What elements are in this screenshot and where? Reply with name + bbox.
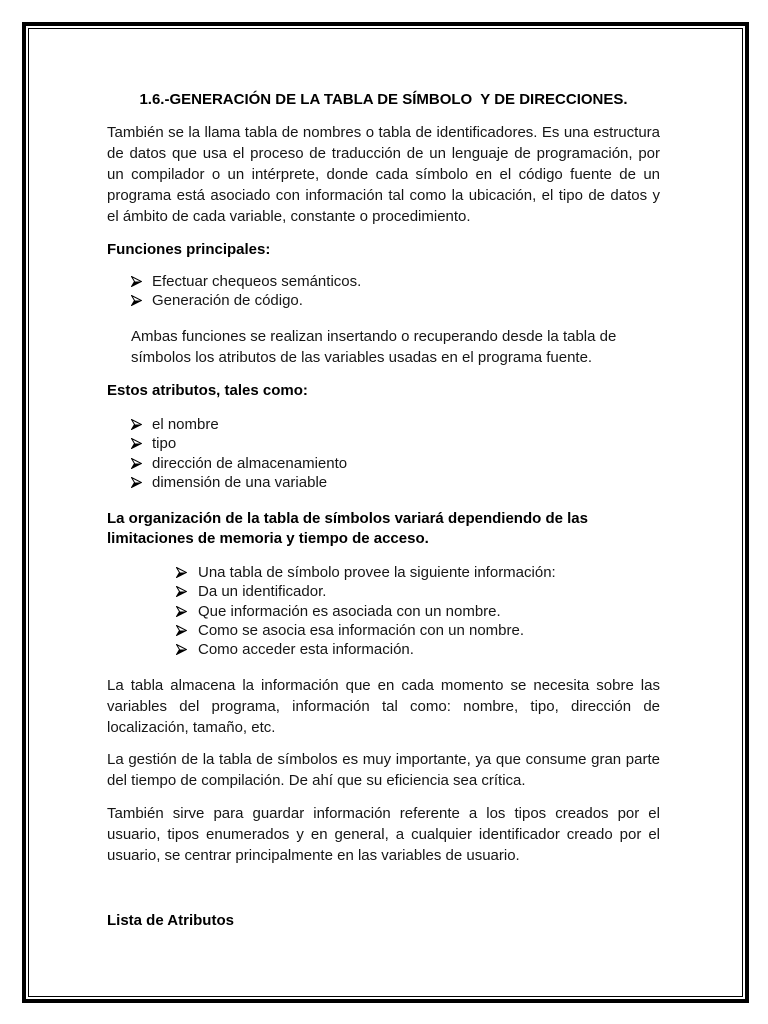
arrow-bullet-icon: [131, 276, 142, 287]
paragraph-line: Ambas funciones se realizan insertando o recuperando desde la tabla de: [131, 328, 617, 345]
paragraph-line: de datos que usa el proceso de traducción de un lenguaje de programación, por: [107, 145, 660, 162]
paragraph-line: un compilador o un intérprete, donde cada símbolo en el código fuente de un: [107, 166, 660, 183]
list-item: [107, 434, 660, 453]
list-item: [107, 621, 660, 640]
arrow-bullet-icon: [131, 458, 142, 469]
list-item: [107, 291, 660, 310]
list-item-text: tipo: [152, 435, 177, 453]
list-item: [107, 415, 660, 434]
paragraph-line: También se la llama tabla de nombres o tabla de identificadores. Es una estructura: [107, 124, 660, 141]
atributos-list: [107, 415, 660, 492]
list-item: [107, 473, 660, 492]
list-item-text: Da un identificador.: [198, 583, 327, 601]
arrow-bullet-icon: [176, 644, 187, 655]
arrow-bullet-icon: [131, 438, 142, 449]
arrow-bullet-icon: [176, 586, 187, 597]
list-item-text: Como se asocia esa información con un nombre.: [198, 621, 525, 639]
paragraph-line: símbolos los atributos de las variables usadas en el programa fuente.: [131, 348, 593, 366]
paragraph-line: variables del programa, información tal como: nombre, tipo, dirección de: [107, 698, 660, 715]
arrow-bullet-icon: [131, 477, 142, 488]
intro-paragraph: [107, 122, 660, 227]
paragraph-line: También sirve para guardar información referente a los tipos creados por el: [107, 805, 660, 822]
list-item: [107, 272, 660, 291]
ambas-paragraph: [131, 327, 660, 368]
heading-line: limitaciones de memoria y tiempo de acceso.: [107, 530, 429, 547]
organizacion-heading: [107, 509, 660, 549]
paragraph-line: programa está asociado con información tal como la ubicación, el tipo de datos y: [107, 187, 660, 204]
arrow-bullet-icon: [131, 419, 142, 430]
arrow-bullet-icon: [176, 567, 187, 578]
almacena-paragraph: [107, 675, 660, 738]
list-item-text: Como acceder esta información.: [198, 641, 414, 659]
list-item-text: Efectuar chequeos semánticos.: [152, 273, 362, 290]
arrow-bullet-icon: [176, 606, 187, 617]
lista-atributos-heading: Lista de Atributos: [107, 912, 234, 929]
heading-line: La organización de la tabla de símbolos variará dependiendo de las: [107, 510, 588, 527]
arrow-bullet-icon: [176, 625, 187, 636]
list-item-text: el nombre: [152, 416, 219, 433]
list-item-text: dirección de almacenamiento: [152, 454, 348, 472]
funciones-list: [107, 272, 660, 311]
paragraph-line: La tabla almacena la información que en cada momento se necesita sobre las: [107, 677, 660, 694]
section-title: 1.6.-GENERACIÓN DE LA TABLA DE SÍMBOLO Y DE DIRECCIONES.: [139, 91, 628, 108]
list-item: [107, 602, 660, 621]
gestion-paragraph: [107, 750, 660, 791]
paragraph-line: La gestión de la tabla de símbolos es muy importante, ya que consume gran parte: [107, 751, 660, 768]
tambien-paragraph: [107, 803, 660, 866]
list-item: [107, 454, 660, 473]
paragraph-line: usuario, se centrar principalmente en las variables de usuario.: [107, 847, 520, 864]
arrow-bullet-icon: [131, 295, 142, 306]
organizacion-list: [107, 563, 660, 659]
funciones-heading: Funciones principales:: [107, 241, 271, 258]
list-item: [107, 640, 660, 659]
atributos-heading: Estos atributos, tales como:: [107, 382, 308, 399]
paragraph-line: el ámbito de cada variable, constante o procedimiento.: [107, 208, 471, 225]
paragraph-line: localización, tamaño, etc.: [107, 719, 276, 736]
paragraph-line: del tiempo de compilación. De ahí que su eficiencia sea crítica.: [107, 771, 526, 789]
list-item-text: Una tabla de símbolo provee la siguiente información:: [198, 564, 556, 581]
paragraph-line: usuario, tipos enumerados y en general, a cualquier identificador creado por el: [107, 826, 660, 843]
list-item-text: Generación de código.: [152, 292, 303, 310]
list-item: [107, 582, 660, 601]
list-item-text: dimensión de una variable: [152, 473, 328, 491]
list-item: [107, 563, 660, 582]
list-item-text: Que información es asociada con un nombre.: [198, 602, 501, 620]
